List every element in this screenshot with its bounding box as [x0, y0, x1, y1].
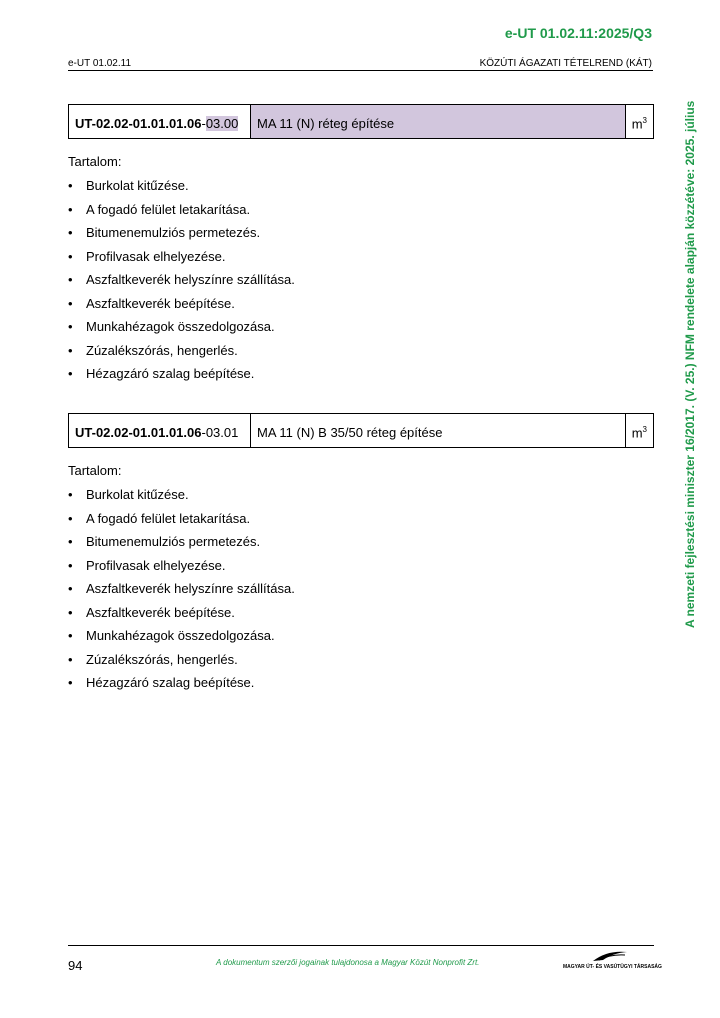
- item-header-table: [68, 104, 654, 139]
- footer-divider: [68, 945, 654, 946]
- item-code-separator: -: [201, 116, 206, 131]
- item-unit: [625, 414, 653, 448]
- list-item: • Hézagzáró szalag beépítése.: [68, 362, 295, 386]
- content-label: Tartalom:: [68, 463, 122, 478]
- header-divider: [68, 70, 653, 71]
- list-item: • Aszfaltkeverék beépítése.: [68, 601, 295, 625]
- content-list: [68, 174, 295, 386]
- society-logo: [563, 948, 662, 970]
- logo-text: MAGYAR ÚT- ÉS VASÚTÜGYI TÁRSASÁG: [563, 964, 662, 970]
- unit-exponent: 3: [642, 115, 647, 125]
- list-item: • Zúzalékszórás, hengerlés.: [68, 648, 295, 672]
- header-title: KÖZÚTI ÁGAZATI TÉTELREND (KÁT): [479, 58, 652, 69]
- item-code-suffix: 03.00: [205, 116, 239, 131]
- item-title: MA 11 (N) B 35/50 réteg építése: [251, 414, 626, 448]
- list-item: • Burkolat kitűzése.: [68, 483, 295, 507]
- content-label: Tartalom:: [68, 154, 122, 169]
- list-item: • Bitumenemulziós permetezés.: [68, 221, 295, 245]
- list-item: • Bitumenemulziós permetezés.: [68, 530, 295, 554]
- item-code: [69, 414, 251, 448]
- list-item: • Aszfaltkeverék beépítése.: [68, 292, 295, 316]
- document-id: e-UT 01.02.11:2025/Q3: [504, 25, 652, 41]
- side-publication-note: A nemzeti fejlesztési miniszter 16/2017. (V. 25.) NFM rendelete alapján közzétéve: 2025. július: [683, 100, 697, 628]
- header-doc-code: e-UT 01.02.11: [68, 58, 132, 69]
- unit-base: m: [631, 425, 643, 441]
- list-item: • Profilvasak elhelyezése.: [68, 554, 295, 578]
- item-code-main: UT-02.02-01.01.01.06: [75, 116, 202, 131]
- list-item: • Burkolat kitűzése.: [68, 174, 295, 198]
- item-title: MA 11 (N) réteg építése: [251, 105, 626, 139]
- item-code: [69, 105, 251, 139]
- item-code-separator: -: [201, 425, 206, 440]
- list-item: • Aszfaltkeverék helyszínre szállítása.: [68, 268, 295, 292]
- list-item: • A fogadó felület letakarítása.: [68, 198, 295, 222]
- list-item: • Zúzalékszórás, hengerlés.: [68, 339, 295, 363]
- list-item: • Munkahézagok összedolgozása.: [68, 624, 295, 648]
- unit-exponent: 3: [642, 424, 647, 434]
- content-list: [68, 483, 295, 695]
- list-item: • Profilvasak elhelyezése.: [68, 245, 295, 269]
- list-item: • Aszfaltkeverék helyszínre szállítása.: [68, 577, 295, 601]
- list-item: • Munkahézagok összedolgozása.: [68, 315, 295, 339]
- unit-base: m: [631, 116, 643, 132]
- list-item: • A fogadó felület letakarítása.: [68, 507, 295, 531]
- item-code-suffix: 03.01: [205, 425, 239, 440]
- copyright-note: A dokumentum szerzői jogainak tulajdonosa a Magyar Közút Nonprofit Zrt.: [216, 958, 480, 967]
- list-item: • Hézagzáró szalag beépítése.: [68, 671, 295, 695]
- page-number: 94: [68, 958, 83, 973]
- item-unit: [625, 105, 653, 139]
- item-code-main: UT-02.02-01.01.01.06: [75, 425, 202, 440]
- item-header-table: [68, 413, 654, 448]
